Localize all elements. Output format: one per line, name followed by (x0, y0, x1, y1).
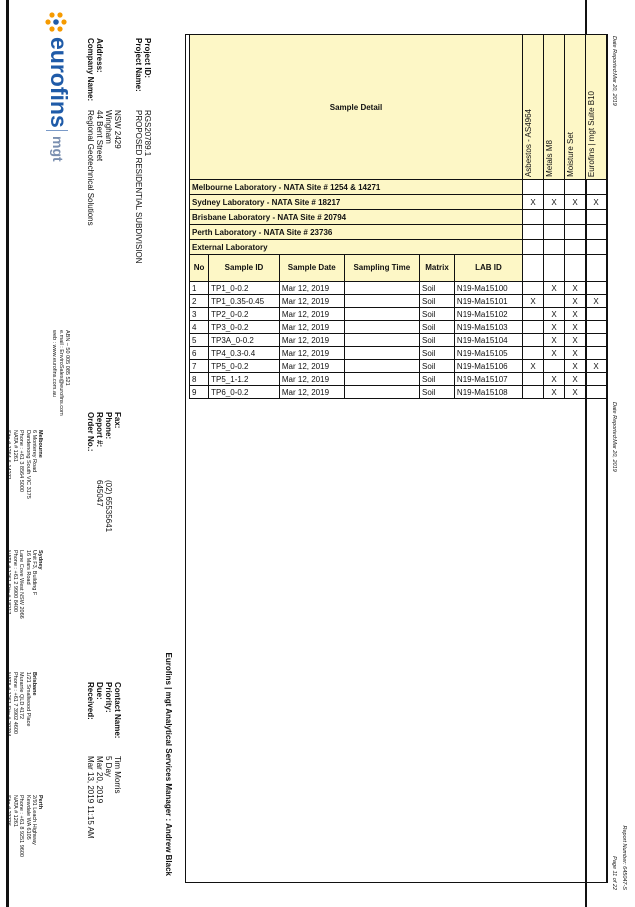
table-rotator (189, 34, 607, 399)
lab-address-line: 6 Monterey Road (31, 430, 38, 473)
sample-mark (586, 321, 607, 334)
table-row (190, 373, 607, 386)
cell-id: TP6_0-0.2 (209, 386, 280, 399)
sample-mark (586, 308, 607, 321)
lab-row-mark (523, 225, 544, 240)
lab-row-mark (544, 180, 565, 195)
address-line-2: Wingham (104, 110, 113, 144)
sample-mark: X (565, 282, 586, 295)
cell-matrix: Soil (420, 282, 455, 295)
sample-mark: X (565, 386, 586, 399)
due-value: Mar 20, 2019 (95, 756, 104, 804)
sample-mark: X (544, 308, 565, 321)
cell-matrix: Soil (420, 321, 455, 334)
cell-id: TP4_0.3-0.4 (209, 347, 280, 360)
lab-address-line: NATA # 1261 (11, 795, 18, 827)
lab-row-mark (586, 225, 607, 240)
lab-address-line: Murarrie QLD 4172 (18, 672, 25, 720)
lab-city: Sydney (37, 550, 44, 570)
column-header-row (190, 255, 607, 282)
lab-row-mark (586, 180, 607, 195)
lab-address-line: Phone : +61 2 9900 8400 (11, 550, 18, 612)
lab-row-mark: X (586, 195, 607, 210)
sample-mark: X (565, 334, 586, 347)
header-mark-blank (565, 255, 586, 282)
lab-row-mark (523, 210, 544, 225)
lab-row-mark (565, 180, 586, 195)
cell-id: TP1_0-0.2 (209, 282, 280, 295)
cell-time (344, 386, 419, 399)
cell-lab: N19-Ma15104 (454, 334, 522, 347)
cell-matrix: Soil (420, 295, 455, 308)
analysis-header-row (190, 35, 607, 180)
sample-mark: X (544, 334, 565, 347)
cell-time (344, 321, 419, 334)
external-row (190, 240, 607, 255)
column-header-3: Sample Date (279, 255, 344, 282)
lab-address-line: Phone : +61 7 3902 4600 (11, 672, 18, 734)
due-label: Due: (95, 682, 104, 700)
sample-mark (523, 321, 544, 334)
analysis-label: Asbestos - AS4964 (524, 108, 533, 177)
external-mark (523, 240, 544, 255)
cell-lab: N19-Ma15105 (454, 347, 522, 360)
lab-city: Melbourne (37, 430, 44, 458)
sample-mark: X (586, 295, 607, 308)
contact-value: Tim Morris (113, 756, 122, 794)
lab-row-mark (565, 210, 586, 225)
sample-detail-header: Sample Detail (190, 35, 523, 180)
lab-address-line: 16 Mars Road (24, 550, 31, 585)
lab-row (190, 225, 607, 240)
sample-mark (523, 347, 544, 360)
sample-mark (586, 282, 607, 295)
company-name: Regional Geotechnical Solutions (86, 110, 95, 226)
table-row (190, 282, 607, 295)
cell-lab: N19-Ma15100 (454, 282, 522, 295)
logo-dots-icon (44, 10, 68, 34)
lab-row (190, 180, 607, 195)
phone-label: Phone: (104, 412, 113, 440)
lab-address-line: NATA # 1261 Site # 20794 (5, 672, 12, 737)
lab-address-line: Unit F3, Building F (31, 550, 38, 596)
analysis-header-1 (523, 35, 544, 180)
date-reported-mid: Date Reported:Mar 20, 2019 (611, 402, 617, 472)
lab-row-label: Perth Laboratory - NATA Site # 23736 (190, 225, 523, 240)
cell-time (344, 334, 419, 347)
cell-lab: N19-Ma15103 (454, 321, 522, 334)
sample-mark: X (565, 308, 586, 321)
lab-row (190, 210, 607, 225)
cell-id: TP3A_0-0.2 (209, 334, 280, 347)
report-number: Report Number: 645047-S (621, 825, 627, 890)
lab-address-line: 2/91 Leach Highway (31, 795, 38, 845)
cell-no: 4 (190, 321, 209, 334)
column-header-2: Sample ID (209, 255, 280, 282)
lab-address-melbourne (5, 430, 43, 499)
cell-no: 2 (190, 295, 209, 308)
sample-mark: X (544, 386, 565, 399)
cell-date: Mar 12, 2019 (279, 347, 344, 360)
external-lab-label: External Laboratory (190, 240, 523, 255)
sample-mark: X (565, 321, 586, 334)
sample-mark (523, 282, 544, 295)
logo-divider (46, 130, 68, 131)
cell-date: Mar 12, 2019 (279, 282, 344, 295)
sample-mark (544, 295, 565, 308)
lab-row-mark: X (544, 195, 565, 210)
cell-time (344, 295, 419, 308)
column-header-4: Sampling Time (344, 255, 419, 282)
address-line-3: NSW 2429 (113, 110, 122, 149)
email-text: e.mail : EnviroSales@eurofins.com (57, 330, 64, 416)
abn-text: ABN – 50 005 085 521 (64, 330, 70, 386)
cell-lab: N19-Ma15106 (454, 360, 522, 373)
cell-no: 9 (190, 386, 209, 399)
table-row (190, 334, 607, 347)
lab-row (190, 195, 607, 210)
page-number: Page 11 of 22 (611, 856, 617, 890)
address-label: Address: (95, 38, 104, 73)
priority-value: 5 Day (104, 756, 113, 777)
cell-time (344, 308, 419, 321)
cell-lab: N19-Ma15107 (454, 373, 522, 386)
cell-no: 7 (190, 360, 209, 373)
cell-matrix: Soil (420, 308, 455, 321)
fax-label: Fax: (113, 412, 122, 429)
lab-city: Brisbane (31, 672, 38, 696)
received-label: Received: (86, 682, 95, 720)
sample-mark: X (523, 295, 544, 308)
lab-address-line: NATA # 1261 Site # 18217 (5, 550, 12, 615)
header-mark-blank (523, 255, 544, 282)
cell-no: 1 (190, 282, 209, 295)
sample-mark (586, 334, 607, 347)
table-row (190, 347, 607, 360)
lab-address-line: Kewdale WA 6105 (24, 795, 31, 840)
project-name: PROPOSED RESIDENTIAL SUBDIVISION (134, 110, 143, 264)
lab-address-line: NATA # 1261 (11, 430, 18, 462)
analysis-header-2 (544, 35, 565, 180)
lab-row-mark (565, 225, 586, 240)
lab-city: Perth (37, 795, 44, 810)
lab-row-mark (544, 210, 565, 225)
table-row (190, 295, 607, 308)
external-mark (586, 240, 607, 255)
project-id-label: Project ID: (143, 38, 152, 79)
sample-mark: X (565, 373, 586, 386)
cell-time (344, 282, 419, 295)
web-text: web : www.eurofins.com.au (51, 330, 58, 397)
cell-lab: N19-Ma15101 (454, 295, 522, 308)
sample-mark: X (544, 347, 565, 360)
lab-address-line: Site # 1254 & 14271 (5, 430, 12, 480)
date-reported-left: Date Reported:Mar 20, 2019 (611, 36, 617, 106)
sample-mark (523, 334, 544, 347)
sample-mark (586, 347, 607, 360)
column-header-5: Matrix (420, 255, 455, 282)
lab-row-mark (586, 210, 607, 225)
cell-matrix: Soil (420, 347, 455, 360)
sample-mark (586, 373, 607, 386)
cell-time (344, 360, 419, 373)
table-row (190, 386, 607, 399)
cell-date: Mar 12, 2019 (279, 334, 344, 347)
table-row (190, 321, 607, 334)
cell-matrix: Soil (420, 334, 455, 347)
header-mark-blank (544, 255, 565, 282)
sample-mark (523, 373, 544, 386)
table-row (190, 360, 607, 373)
sample-mark (523, 386, 544, 399)
external-mark (565, 240, 586, 255)
sample-mark: X (523, 360, 544, 373)
logo-sub: mgt (50, 136, 66, 162)
cell-time (344, 347, 419, 360)
external-mark (544, 240, 565, 255)
cell-id: TP5_1-1.2 (209, 373, 280, 386)
project-name-label: Project Name: (134, 38, 143, 92)
lab-address-line: Site # 23736 (5, 795, 12, 826)
sample-mark: X (565, 347, 586, 360)
order-label: Order No.: (86, 412, 95, 452)
cell-id: TP1_0.35-0.45 (209, 295, 280, 308)
contact-block (51, 330, 70, 416)
lab-row-label: Sydney Laboratory - NATA Site # 18217 (190, 195, 523, 210)
sample-mark: X (565, 295, 586, 308)
cell-lab: N19-Ma15102 (454, 308, 522, 321)
sample-grid (189, 34, 607, 399)
report-label: Report #: (95, 412, 104, 448)
lab-address-sydney (5, 550, 43, 619)
cell-time (344, 373, 419, 386)
cell-no: 8 (190, 373, 209, 386)
priority-label: Priority: (104, 682, 113, 713)
contact-label: Contact Name: (113, 682, 122, 739)
company-name-label: Company Name: (86, 38, 95, 102)
analysis-label: Metals M8 (545, 140, 554, 177)
cell-lab: N19-Ma15108 (454, 386, 522, 399)
cell-id: TP3_0-0.2 (209, 321, 280, 334)
sample-mark: X (586, 360, 607, 373)
sample-mark (544, 360, 565, 373)
lab-address-line: Dandenong South VIC 3175 (24, 430, 31, 499)
cell-id: TP2_0-0.2 (209, 308, 280, 321)
manager-line: Eurofins | mgt Analytical Services Manager : Andrew Black (164, 652, 173, 876)
column-header-1: No (190, 255, 209, 282)
report-value: 645047 (95, 480, 104, 507)
lab-row-mark (523, 180, 544, 195)
table-row (190, 308, 607, 321)
cell-no: 5 (190, 334, 209, 347)
sample-mark: X (565, 360, 586, 373)
cell-matrix: Soil (420, 360, 455, 373)
address-line-1: 44 Bent Street (95, 110, 104, 162)
cell-matrix: Soil (420, 386, 455, 399)
lab-address-line: Phone : +61 8 9251 9600 (18, 795, 25, 857)
project-id: RGS20789.1 (143, 110, 152, 157)
lab-row-mark: X (523, 195, 544, 210)
sample-mark (586, 386, 607, 399)
lab-row-label: Brisbane Laboratory - NATA Site # 20794 (190, 210, 523, 225)
analysis-header-4 (586, 35, 607, 180)
lab-row-mark (544, 225, 565, 240)
phone-value: (02) 65535641 (104, 480, 113, 533)
column-header-6: LAB ID (454, 255, 522, 282)
cell-date: Mar 12, 2019 (279, 295, 344, 308)
logo-text: eurofins (46, 37, 72, 128)
received-value: Mar 13, 2019 11:15 AM (86, 756, 95, 839)
sample-mark: X (544, 321, 565, 334)
lab-address-line: 1/21 Smallwood Place (24, 672, 31, 727)
lab-address-line: Phone : +61 3 8564 5000 (18, 430, 25, 492)
sample-mark: X (544, 373, 565, 386)
lab-row-mark: X (565, 195, 586, 210)
lab-address-perth (5, 795, 43, 857)
analysis-label: Eurofins | mgt Suite B10 (587, 90, 596, 177)
sample-mark: X (544, 282, 565, 295)
cell-date: Mar 12, 2019 (279, 321, 344, 334)
header-mark-blank (586, 255, 607, 282)
lab-address-brisbane (5, 672, 37, 736)
cell-no: 3 (190, 308, 209, 321)
sample-mark (523, 308, 544, 321)
cell-id: TP5_0-0.2 (209, 360, 280, 373)
cell-date: Mar 12, 2019 (279, 308, 344, 321)
cell-no: 6 (190, 347, 209, 360)
cell-date: Mar 12, 2019 (279, 386, 344, 399)
cell-matrix: Soil (420, 373, 455, 386)
analysis-header-3 (565, 35, 586, 180)
cell-date: Mar 12, 2019 (279, 373, 344, 386)
lab-row-label: Melbourne Laboratory - NATA Site # 1254 & 14271 (190, 180, 523, 195)
analysis-label: Moisture Set (566, 132, 575, 177)
cell-date: Mar 12, 2019 (279, 360, 344, 373)
lab-address-line: Lane Cove West NSW 2066 (18, 550, 25, 619)
